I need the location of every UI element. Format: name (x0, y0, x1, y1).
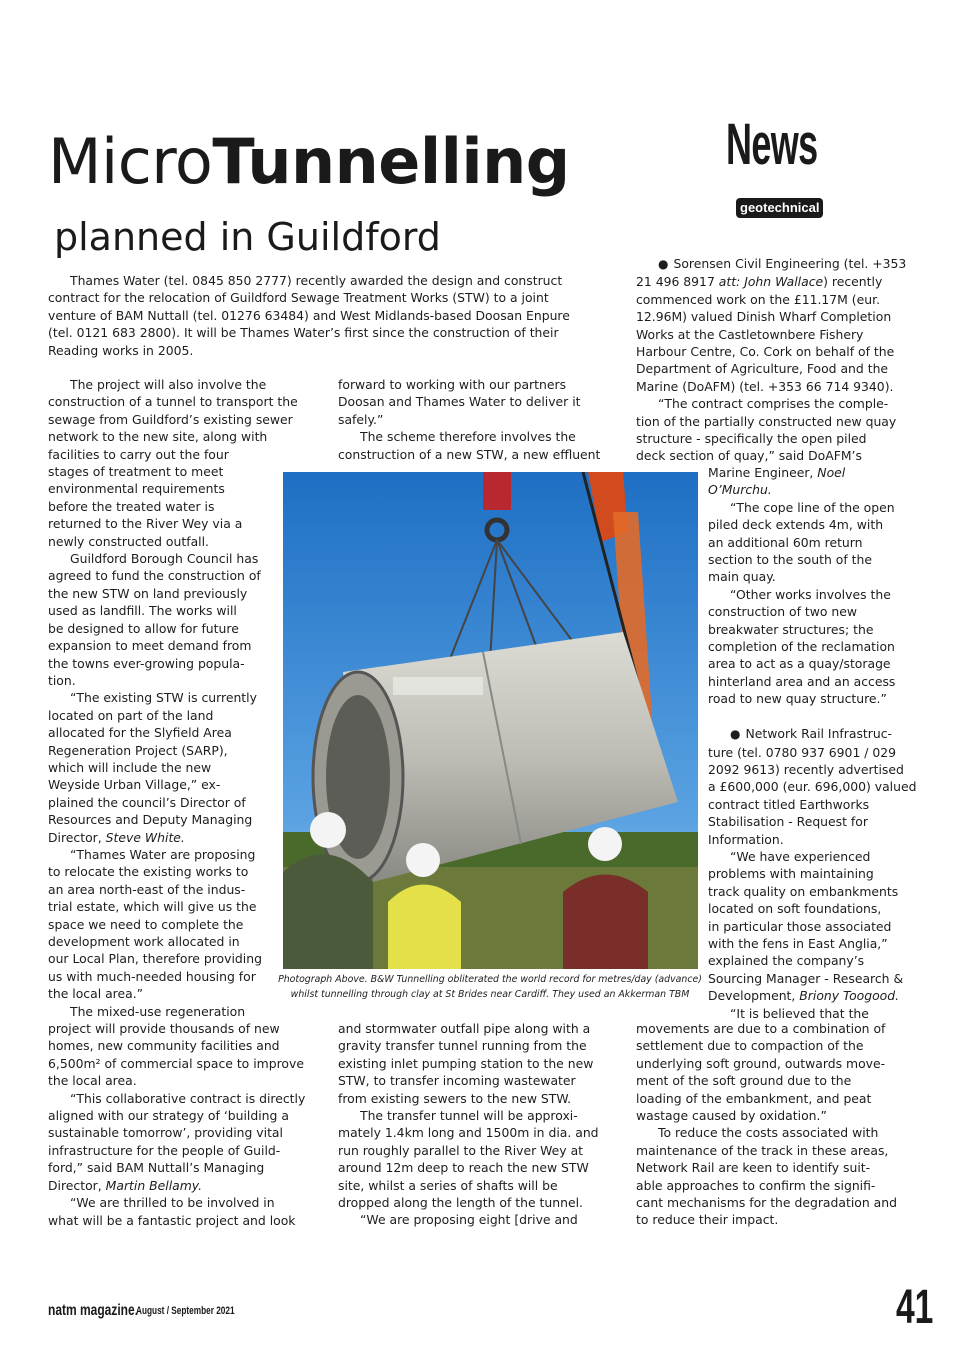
text-line: Network Rail are keen to identify suit- (636, 1160, 871, 1176)
text-line: environmental requirements (48, 481, 225, 497)
text-line: settlement due to compaction of the (636, 1038, 864, 1054)
text-line: “The cope line of the open (730, 499, 895, 515)
text-line: loading of the embankment, and peat (636, 1090, 872, 1106)
text-line: space we need to complete the (48, 916, 244, 932)
text-line: section to the south of the (708, 552, 872, 568)
text-line: 2092 9613) recently advertised (708, 761, 904, 777)
magazine-name: natm magazine. (48, 1302, 139, 1319)
text-line: Information. (708, 831, 784, 847)
text-line: Doosan and Thames Water to deliver it (338, 394, 581, 410)
text-line: allocated for the Slyfield Area (48, 725, 232, 741)
text-line: ● Network Rail Infrastruc- (708, 725, 918, 743)
text-line: the towns ever-growing popula- (48, 655, 245, 671)
text-line: sewage from Guildford’s existing sewer (48, 411, 293, 427)
text-line: a £600,000 (eur. 696,000) valued (708, 779, 917, 795)
text-line: be designed to allow for future (48, 620, 239, 636)
text-line: Works at the Castletownbere Fishery (636, 326, 864, 342)
text-line: homes, new community facilities and (48, 1038, 280, 1054)
text-line: around 12m deep to reach the new STW (338, 1160, 589, 1176)
text-line: Regeneration Project (SARP), (48, 742, 228, 758)
person-name: O’Murchu. (708, 482, 772, 498)
text-line: “The existing STW is currently (70, 690, 257, 706)
text-line: ford,” said BAM Nuttall’s Managing (48, 1160, 265, 1176)
text-line: ● Sorensen Civil Engineering (tel. +353 (636, 255, 916, 273)
intro-line: venture of BAM Nuttall (tel. 01276 63484) and West Midlands-based Doosan Enpure (48, 307, 570, 323)
text-line: “We are proposing eight [drive and (360, 1212, 578, 1228)
text-line: an area north-east of the indus- (48, 881, 246, 897)
text-line: aligned with our strategy of ‘building a (48, 1108, 289, 1124)
text-line: construction of two new (708, 604, 857, 620)
text-line: hinterland area and an access (708, 673, 896, 689)
intro-line: contract for the relocation of Guildford Sewage Treatment Works (STW) to a joint (48, 290, 549, 306)
text-line: ture (tel. 0780 937 6901 / 029 (708, 744, 897, 760)
text-line: “Thames Water are proposing (70, 846, 256, 862)
text-line: “Other works involves the (730, 586, 891, 602)
text-line: site, whilst a series of shafts will be (338, 1177, 558, 1193)
text-line: mately 1.4km long and 1500m in dia. and (338, 1125, 599, 1141)
person-name: Steve White. (105, 829, 185, 845)
text-line (708, 464, 918, 481)
text-line: and stormwater outfall pipe along with a (338, 1021, 591, 1036)
text-line: safely.” (338, 411, 384, 427)
photo-illustration (283, 472, 698, 969)
text-line: to reduce their impact. (636, 1212, 779, 1228)
text-line: project will provide thousands of new (48, 1021, 280, 1037)
text-line (708, 987, 918, 1004)
text-line: Weyside Urban Village,” ex- (48, 777, 221, 793)
text-line: our Local Plan, therefore providing (48, 951, 262, 967)
text-line: newly constructed outfall. (48, 533, 209, 549)
title-part-micro: Micro (48, 125, 213, 198)
text-line: gravity transfer tunnel running from the (338, 1038, 587, 1054)
text-line: The transfer tunnel will be approxi- (360, 1108, 578, 1124)
column-2-top (338, 376, 623, 463)
caption-line: whilst tunnelling through clay at St Brides near Cardiff. They used an Akkerman TBM (290, 989, 690, 1000)
column-3-bottom (636, 1020, 916, 1229)
text-line: network to the new site, along with (48, 429, 268, 445)
text-line: 6,500m² of commercial space to improve (48, 1055, 304, 1071)
column-2-bottom (338, 1020, 623, 1229)
text-line: before the treated water is (48, 498, 215, 514)
text-line: Harbour Centre, Co. Cork on behalf of the (636, 344, 895, 360)
text-line (48, 1177, 318, 1194)
text-line: expansion to meet demand from (48, 638, 252, 654)
text-line: able approaches to confirm the signifi- (636, 1177, 876, 1193)
text-line: run roughly parallel to the River Wey at (338, 1142, 584, 1158)
text-line: plained the council’s Director of (48, 794, 246, 810)
text-line: underlying soft ground, outwards move- (636, 1055, 886, 1071)
text-line: the local area.” (48, 986, 144, 1002)
text-line: completion of the reclamation (708, 639, 895, 655)
text-line: “The contract comprises the comple- (658, 396, 889, 412)
text-line: STW, to transfer incoming wastewater (338, 1073, 576, 1089)
text-line: The mixed-use regeneration (70, 1003, 246, 1019)
title-part-tunnelling: Tunnelling (212, 125, 570, 198)
person-name: att: John Wallace (718, 274, 824, 290)
text-line: us with much-needed housing for (48, 968, 256, 984)
text-line: Stabilisation - Request for (708, 814, 868, 830)
text-line: with the fens in East Anglia,” (708, 935, 888, 951)
text-line: “It is believed that the (730, 1005, 869, 1021)
text-line: problems with maintaining (708, 866, 874, 882)
text-line: structure - specifically the open piled (636, 431, 867, 447)
text-line: dropped along the length of the tunnel. (338, 1195, 583, 1211)
text-line: stages of treatment to meet (48, 464, 224, 480)
text-line (708, 481, 918, 498)
caption-line: Photograph Above. B&W Tunnelling obliterated the world record for metres/day (advance) (278, 974, 702, 985)
text-line: Sourcing Manager - Research & (708, 970, 904, 986)
text-line: which will include the new (48, 759, 212, 775)
text-line: located on part of the land (48, 707, 214, 723)
text-line: Guildford Borough Council has (70, 551, 259, 567)
column-3-narrow (708, 464, 918, 1022)
text-line: track quality on embankments (708, 883, 899, 899)
text-line: deck section of quay,” said DoAFM’s (636, 448, 862, 464)
text-line: cant mechanisms for the degradation and (636, 1195, 897, 1211)
text-segment: ) recently (823, 274, 883, 290)
text-segment: 21 496 8917 (636, 274, 719, 290)
issue-date: August / September 2021 (136, 1305, 235, 1317)
text-line: the local area. (48, 1073, 137, 1089)
text-line: “This collaborative contract is directly (70, 1090, 306, 1106)
text-line: development work allocated in (48, 934, 240, 949)
text-line: “We have experienced (730, 848, 871, 864)
text-line (636, 273, 916, 290)
text-line: To reduce the costs associated with (658, 1125, 879, 1141)
photo-caption (270, 972, 710, 1002)
text-line: “We are thrilled to be involved in (70, 1195, 275, 1211)
text-line: contract titled Earthworks (708, 796, 870, 812)
text-line: commenced work on the £11.17M (eur. (636, 291, 881, 307)
text-line (708, 708, 918, 725)
text-line: to relocate the existing works to (48, 864, 249, 880)
text-line: construction of a tunnel to transport the (48, 394, 298, 410)
intro-line: (tel. 0121 683 2800). It will be Thames Water’s first since the construction of their (48, 325, 559, 341)
text-line: located on soft foundations, (708, 901, 882, 917)
text-line (48, 829, 318, 846)
text-line: the new STW on land previously (48, 585, 248, 601)
text-line: sustainable tomorrow’, providing vital (48, 1125, 283, 1141)
column-1 (48, 376, 318, 1229)
tunnel-machine-photo (283, 472, 698, 969)
text-line: agreed to fund the construction of (48, 568, 261, 584)
person-name: Noel (817, 465, 846, 480)
text-line: maintenance of the track in these areas, (636, 1142, 889, 1158)
text-line: wastage caused by oxidation.” (636, 1108, 827, 1124)
text-segment: Marine Engineer, (708, 465, 818, 480)
article-title (48, 126, 570, 198)
text-line: used as landfill. The works will (48, 603, 237, 619)
text-line: construction of a new STW, a new effluent (338, 446, 601, 462)
intro-paragraph (48, 272, 608, 359)
intro-line: Reading works in 2005. (48, 342, 194, 358)
text-line: Resources and Deputy Managing (48, 812, 253, 828)
text-line: existing inlet pumping station to the new (338, 1055, 594, 1071)
text-line: movements are due to a combination of (636, 1021, 886, 1036)
text-line: main quay. (708, 569, 776, 585)
text-line: facilities to carry out the four (48, 446, 229, 462)
text-line: returned to the River Wey via a (48, 516, 243, 532)
text-line: from existing sewers to the new STW. (338, 1090, 572, 1106)
person-name: Briony Toogood. (799, 988, 900, 1004)
text-segment: Director, (48, 829, 106, 845)
text-line: tion of the partially constructed new quay (636, 413, 897, 429)
text-line: an additional 60m return (708, 534, 863, 550)
text-line: The scheme therefore involves the (360, 429, 576, 445)
column-3-top (636, 255, 916, 465)
text-line: The project will also involve the (70, 377, 267, 392)
text-line: infrastructure for the people of Guild- (48, 1142, 281, 1158)
text-line: in particular those associated (708, 918, 892, 934)
text-segment: Director, (48, 1177, 106, 1193)
text-line: area to act as a quay/storage (708, 656, 891, 672)
section-label: News (726, 112, 818, 177)
person-name: Martin Bellamy. (105, 1177, 203, 1193)
text-line: ment of the soft ground due to the (636, 1073, 852, 1089)
category-tag: geotechnical (736, 198, 823, 218)
text-line: explained the company’s (708, 953, 865, 969)
text-line: tion. (48, 672, 76, 688)
text-line: 12.96M) valued Dinish Wharf Completion (636, 309, 892, 325)
text-line: trial estate, which will give us the (48, 899, 257, 915)
text-segment: Development, (708, 988, 800, 1004)
text-line: road to new quay structure.” (708, 691, 887, 707)
text-line: breakwater structures; the (708, 621, 874, 637)
text-line: Department of Agriculture, Food and the (636, 361, 889, 377)
text-line: forward to working with our partners (338, 377, 567, 392)
text-line: piled deck extends 4m, with (708, 517, 884, 533)
article-subtitle: planned in Guildford (54, 215, 441, 259)
page-number: 41 (896, 1281, 934, 1334)
text-line: Marine (DoAFM) (tel. +353 66 714 9340). (636, 378, 894, 394)
intro-line: Thames Water (tel. 0845 850 2777) recently awarded the design and construct (70, 273, 563, 288)
text-line: what will be a fantastic project and look (48, 1212, 296, 1228)
